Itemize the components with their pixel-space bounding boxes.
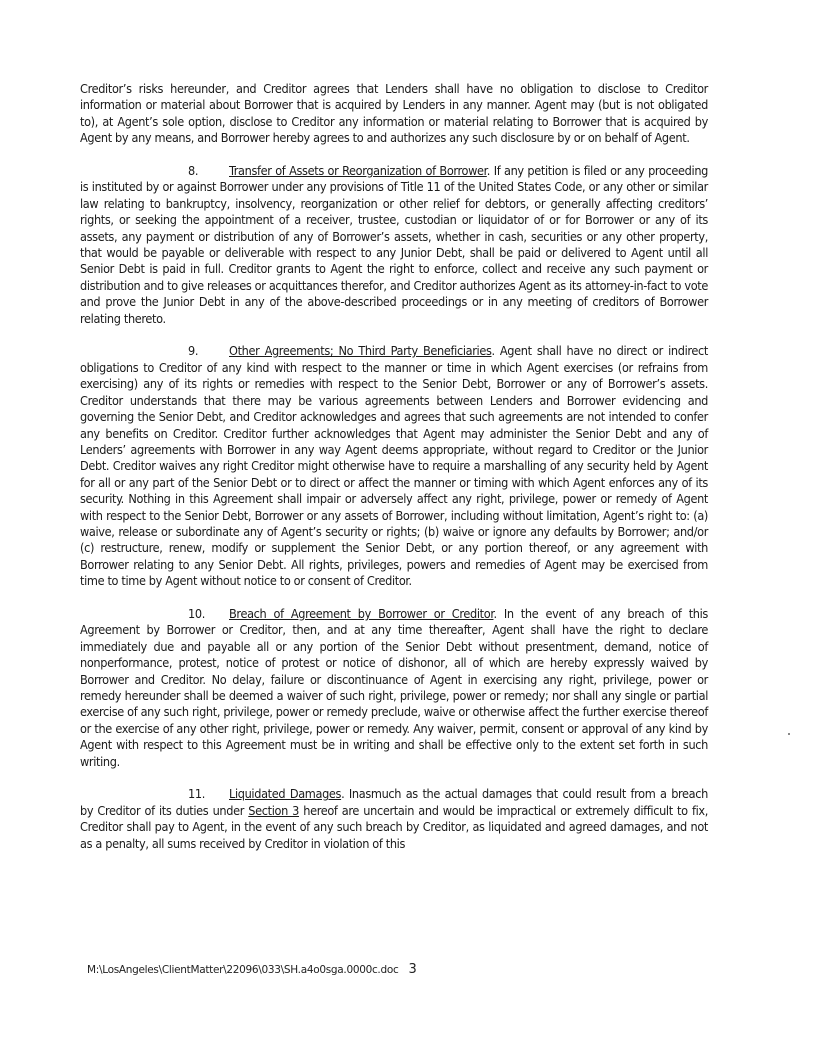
document-body	[80, 81, 708, 868]
section-reference: Section 3	[248, 802, 300, 818]
section-heading: Breach of Agreement by Borrower or Creditor	[229, 605, 494, 621]
section-10	[80, 606, 708, 770]
intro-paragraph: Creditor’s risks hereunder, and Creditor agrees that Lenders shall have no obligation to disclose to Creditor information or material about Borrower that is acquired by Lenders in any manner. Agent may (but is not obligated to), at Agent’s sole option, disclose to Creditor any information or material relating to Borrower that is acquired by Agent by any means, and Borrower hereby agrees to and authorizes any such disclosure by or on behalf of Agent.	[80, 81, 708, 146]
section-text-continued: hereof are uncertain and would be impractical or extremely difficult to fix, Creditor shall pay to Agent, in the event of any such breach by Creditor, as liquidated and agreed damages, and not as a penalty, all sums received by Creditor in violation of this	[80, 802, 708, 851]
footer-file-path: M:\LosAngeles\ClientMatter\22096\033\SH.a4o0sga.0000c.doc	[87, 964, 399, 976]
section-heading: Liquidated Damages	[229, 786, 342, 802]
scan-artifact	[788, 733, 790, 735]
page-footer	[87, 962, 416, 977]
section-text: . Inasmuch as the actual damages that could result from a breach by Creditor of its duties under	[80, 786, 708, 818]
section-number: 11.	[188, 786, 205, 802]
section-heading: Other Agreements; No Third Party Beneficiaries	[229, 343, 492, 359]
section-text: . If any petition is filed or any proceeding is instituted by or against Borrower under any provisions of Title 11 of the United States Code, or any other or similar law relating to bankruptcy, insolvency, reorganization or other relief for debtors, or generally affecting creditors’ rights, or seeking the appointment of a receiver, trustee, custodian or liquidator of or for Borrower or any of its assets, any payment or distribution of any of Borrower’s assets, whether in cash, securities or any other property, that would be payable or deliverable with respect to any Junior Debt, shall be paid or delivered to Agent until all Senior Debt is paid in full. Creditor grants to Agent the right to enforce, collect and receive any such payment or distribution and to give releases or acquittances therefor, and Creditor authorizes Agent as its attorney-in-fact to vote and prove the Junior Debt in any of the above-described proceedings or in any meeting of creditors of Borrower relating thereto.	[80, 163, 708, 326]
section-number: 8.	[188, 163, 199, 179]
section-heading: Transfer of Assets or Reorganization of Borrower	[229, 163, 487, 179]
section-9	[80, 343, 708, 589]
section-8	[80, 163, 708, 327]
section-11	[80, 786, 708, 852]
section-text: . Agent shall have no direct or indirect obligations to Creditor of any kind with respect to the manner or time in which Agent exercises (or refrains from exercising) any of its rights or remedies with respect to the Senior Debt, Borrower or any of Borrower’s assets. Creditor understands that there may be various agreements between Lenders and Borrower evidencing and governing the Senior Debt, and Creditor acknowledges and agrees that such agreements are not intended to confer any benefits on Creditor. Creditor further acknowledges that Agent may administer the Senior Debt and any of Lenders’ agreements with Borrower in any way Agent deems appropriate, without regard to Creditor or the Junior Debt. Creditor waives any right Creditor might otherwise have to require a marshalling of any security held by Agent for all or any part of the Senior Debt or to direct or affect the manner or timing with which Agent enforces any of its security. Nothing in this Agreement shall impair or adversely affect any right, privilege, power or remedy of Agent with respect to the Senior Debt, Borrower or any assets of Borrower, including without limitation, Agent’s right to: (a) waive, release or subordinate any of Agent’s security or rights; (b) waive or ignore any defaults by Borrower; and/or (c) restructure, renew, modify or supplement the Senior Debt, or any portion thereof, or any agreement with Borrower relating to any Senior Debt. All rights, privileges, powers and remedies of Agent may be exercised from time to time by Agent without notice to or consent of Creditor.	[80, 343, 708, 589]
section-number: 10.	[188, 605, 205, 621]
section-number: 9.	[188, 343, 199, 359]
section-text: . In the event of any breach of this Agreement by Borrower or Creditor, then, and at any time thereafter, Agent shall have the right to declare immediately due and payable all or any portion of the Senior Debt without presentment, demand, notice of nonperformance, protest, notice of protest or notice of dishonor, all of which are hereby expressly waived by Borrower and Creditor. No delay, failure or discontinuance of Agent in exercising any right, privilege, power or remedy hereunder shall be deemed a waiver of such right, privilege, power or remedy; nor shall any single or partial exercise of any such right, privilege, power or remedy preclude, waive or otherwise affect the further exercise thereof or the exercise of any other right, privilege, power or remedy. Any waiver, permit, consent or approval of any kind by Agent with respect to this Agreement must be in writing and shall be effective only to the extent set forth in such writing.	[80, 605, 708, 769]
page-number: 3	[408, 962, 417, 977]
